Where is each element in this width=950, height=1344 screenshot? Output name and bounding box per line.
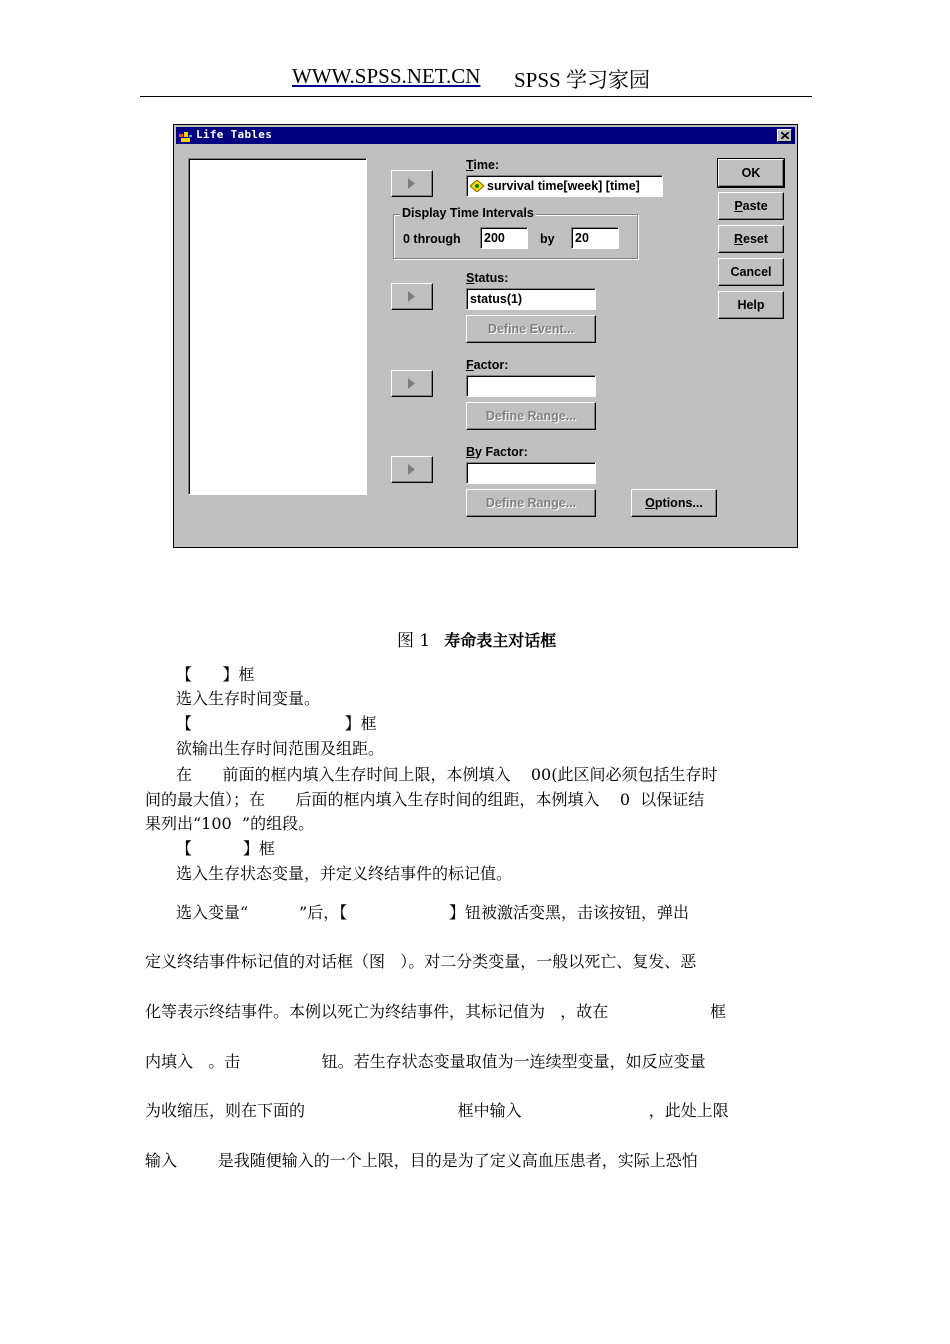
- body-line: 为收缩压，则在下面的 框中输入 ，此处上限: [145, 1101, 729, 1120]
- options-button[interactable]: Options...: [631, 489, 717, 517]
- life-tables-dialog: [173, 124, 798, 548]
- site-name: SPSS 学习家园: [514, 68, 650, 92]
- body-line: 输入 是我随便输入的一个上限，目的是为了定义高血压患者，实际上恐怕: [145, 1151, 698, 1170]
- by-field[interactable]: 20: [571, 227, 619, 249]
- factor-arrow-button[interactable]: [391, 370, 433, 397]
- factor-label: Factor:: [466, 358, 509, 372]
- body-line: 间的最大值）；在 后面的框内填入生存时间的组距，本例填入 0 以保证结: [145, 790, 705, 809]
- through-field[interactable]: 200: [480, 227, 528, 249]
- dialog-title: Life Tables: [196, 128, 273, 141]
- body-line: 果列出“100 ”的组段。: [145, 814, 315, 833]
- status-field[interactable]: status(1): [466, 288, 596, 310]
- cancel-button[interactable]: Cancel: [718, 258, 784, 286]
- site-link[interactable]: WWW.SPSS.NET.CN: [292, 64, 481, 88]
- body-line: 选入变量“ ”后，【 】钮被激活变黑，击该按钮，弹出: [176, 903, 689, 922]
- body-line: 内填入 。击 钮。若生存状态变量取值为一连续型变量，如反应变量: [145, 1052, 706, 1071]
- close-icon: [781, 132, 789, 139]
- define-range-by-factor-button[interactable]: Define Range...: [466, 489, 596, 517]
- status-label: Status:: [466, 271, 509, 285]
- status-arrow-button[interactable]: [391, 283, 433, 310]
- reset-button[interactable]: Reset: [718, 225, 784, 253]
- define-range-button[interactable]: Define Range...: [466, 402, 596, 430]
- by-label: by: [540, 232, 555, 246]
- source-variable-list[interactable]: [188, 158, 367, 495]
- by-factor-label: By Factor:: [466, 445, 528, 459]
- body-line: 【 】框: [176, 714, 377, 733]
- ok-button[interactable]: OK: [718, 159, 784, 187]
- body-line: 选入生存时间变量。: [176, 689, 321, 708]
- by-factor-field[interactable]: [466, 462, 596, 484]
- body-line: 定义终结事件标记值的对话框（图 ）。对二分类变量，一般以死亡、复发、恶: [145, 952, 697, 971]
- close-button[interactable]: [777, 129, 792, 142]
- through-label: 0 through: [403, 232, 461, 246]
- body-line: 在 前面的框内填入生存时间上限，本例填入 00(此区间必须包括生存时: [176, 765, 718, 784]
- body-line: 欲输出生存时间范围及组距。: [176, 739, 385, 758]
- page-header: [140, 62, 812, 97]
- right-arrow-icon: [408, 378, 416, 389]
- figure-caption: [397, 626, 556, 651]
- right-arrow-icon: [408, 178, 416, 189]
- scale-variable-icon: [470, 180, 484, 192]
- body-line: 【 】框: [176, 665, 255, 684]
- spss-app-icon: [178, 129, 194, 142]
- right-arrow-icon: [408, 291, 416, 302]
- figure-number: 图 1: [397, 631, 431, 651]
- body-line: 选入生存状态变量，并定义终结事件的标记值。: [176, 864, 513, 883]
- time-field[interactable]: [466, 175, 663, 197]
- group-title: Display Time Intervals: [402, 206, 534, 220]
- title-bar[interactable]: [176, 127, 795, 144]
- define-event-button[interactable]: Define Event...: [466, 315, 596, 343]
- time-arrow-button[interactable]: [391, 170, 433, 197]
- body-line: 【 】框: [176, 839, 275, 858]
- body-line: 化等表示终结事件。本例以死亡为终结事件，其标记值为 ，故在 框: [145, 1002, 726, 1021]
- by-factor-arrow-button[interactable]: [391, 456, 433, 483]
- factor-field[interactable]: [466, 375, 596, 397]
- paste-button[interactable]: Paste: [718, 192, 784, 220]
- figure-title: 寿命表主对话框: [444, 631, 557, 650]
- time-value: survival time[week] [time]: [487, 179, 640, 193]
- right-arrow-icon: [408, 464, 416, 475]
- time-label: Time:: [466, 158, 500, 172]
- help-button[interactable]: Help: [718, 291, 784, 319]
